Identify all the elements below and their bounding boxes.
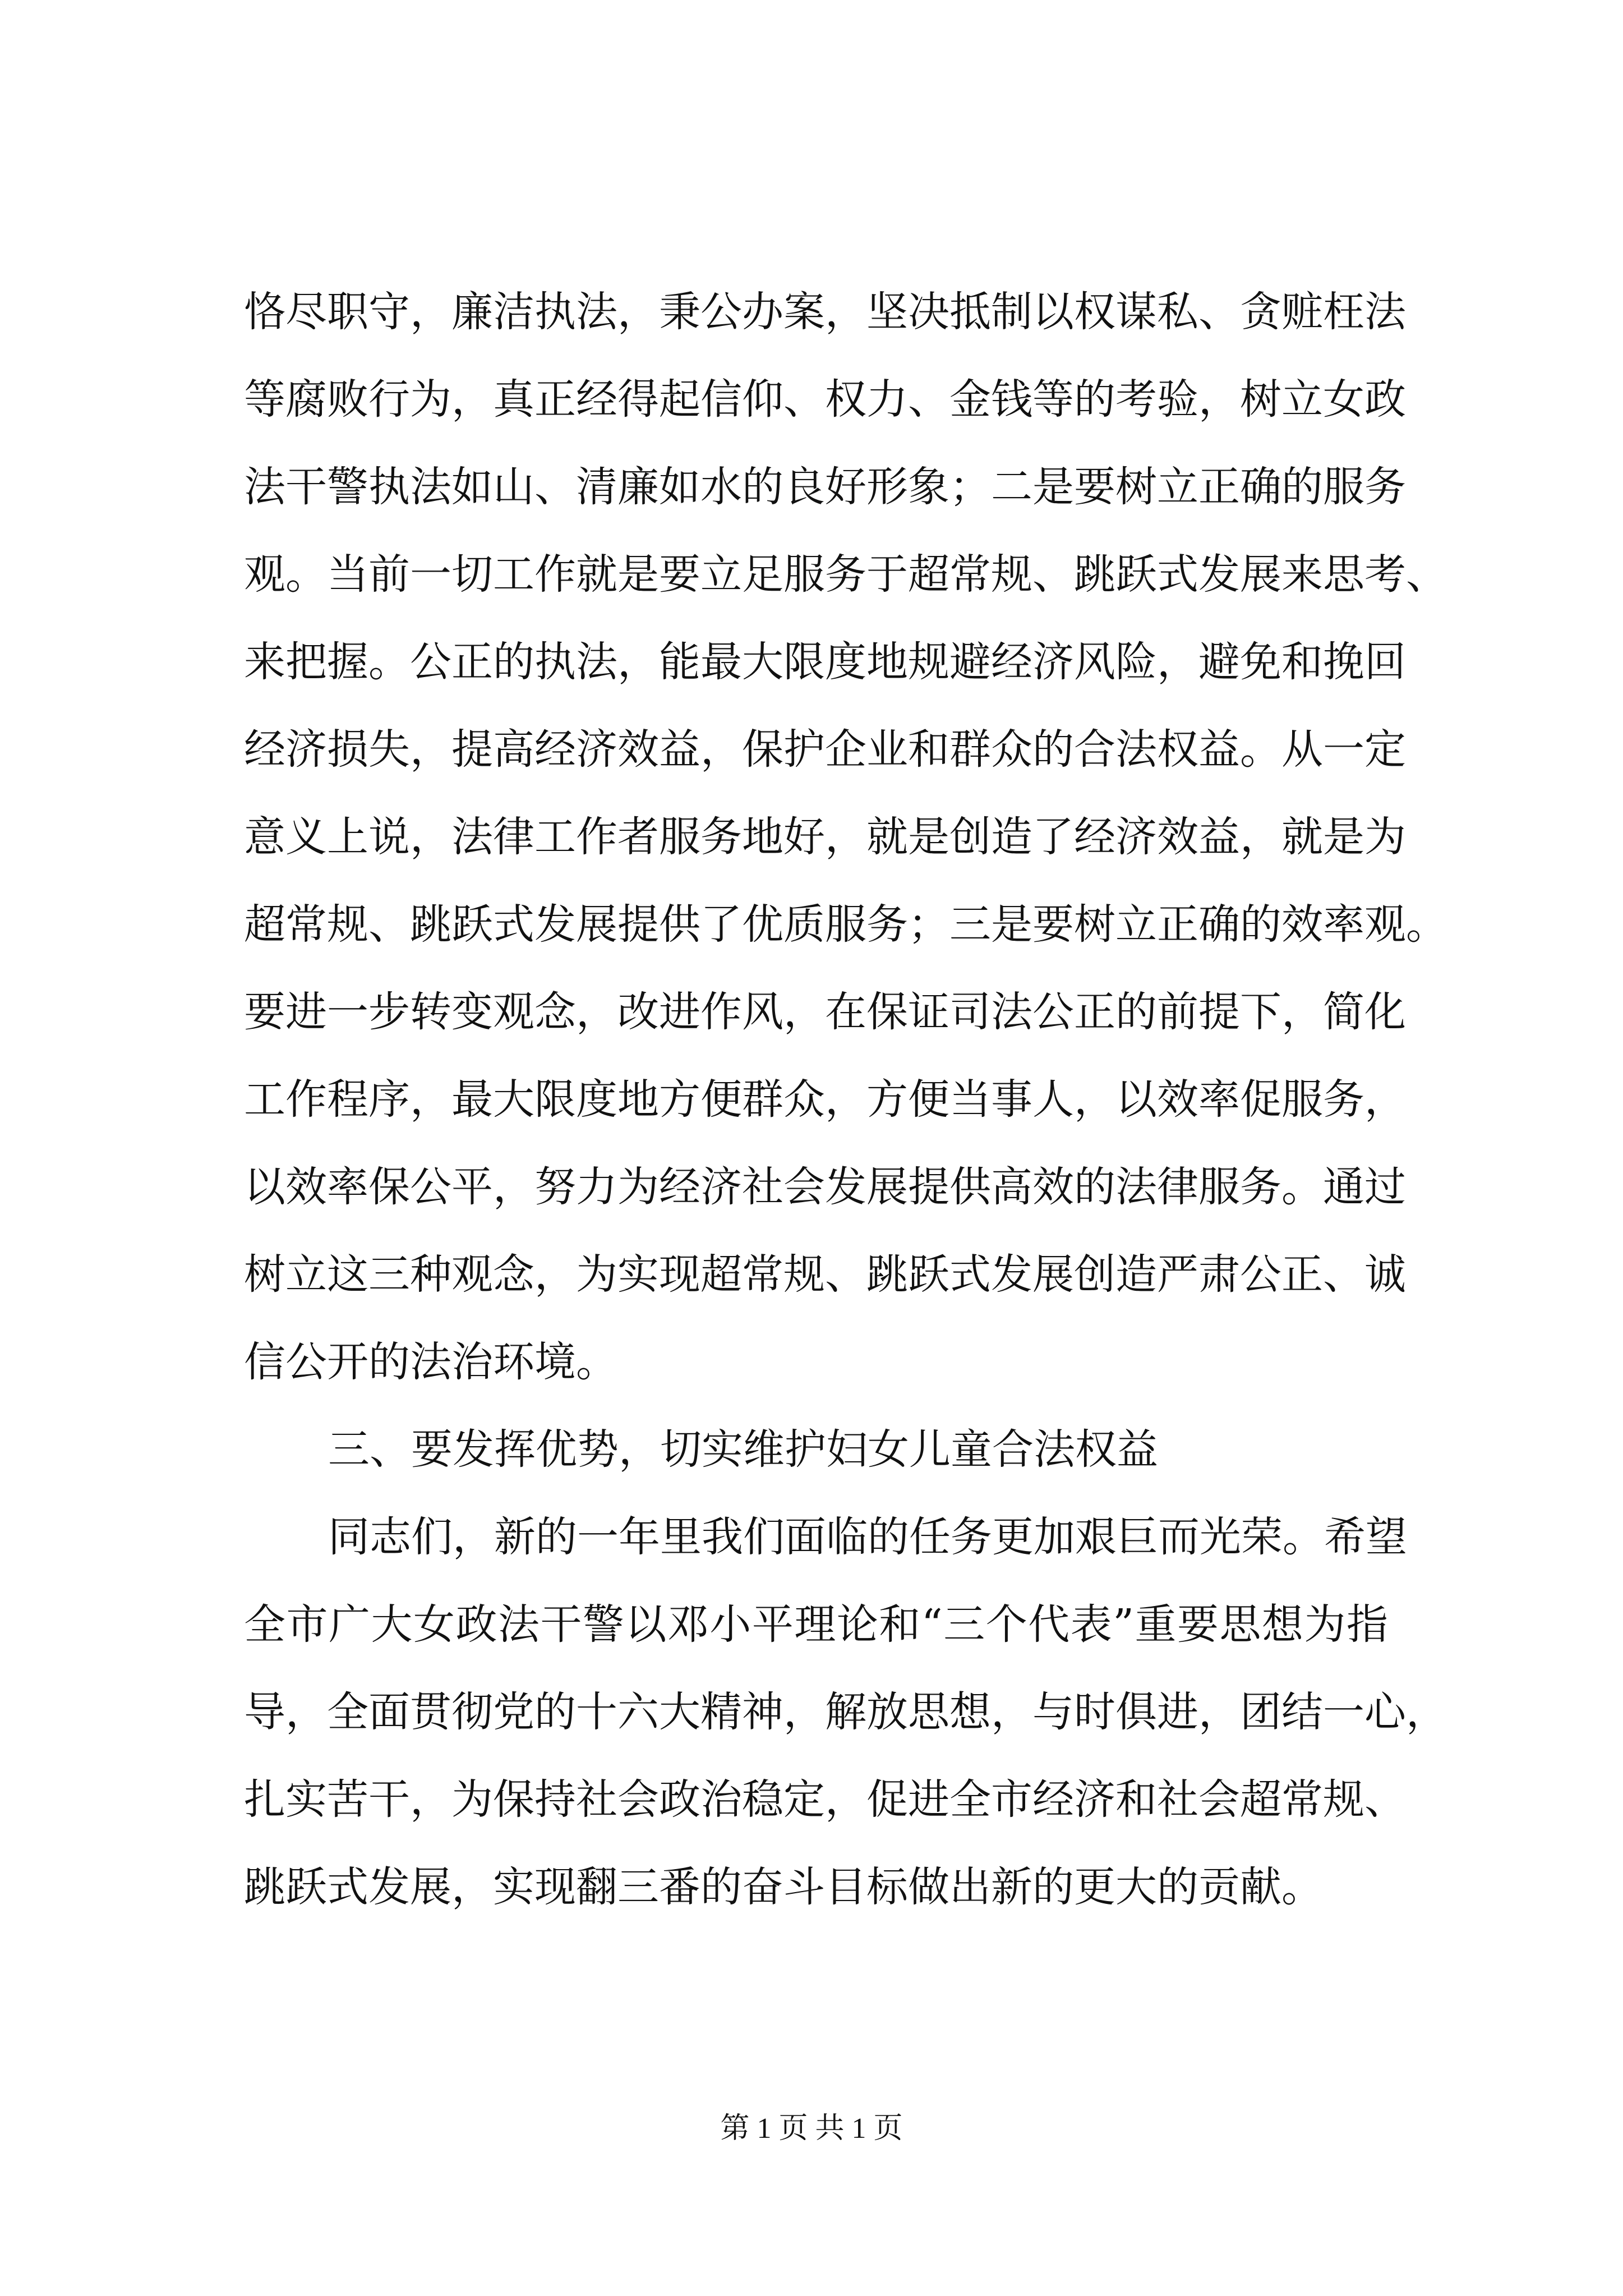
- page-footer: 第 1 页 共 1 页: [720, 2113, 903, 2145]
- text-line: 导，全面贯彻党的十六大精神，解放思想，与时俱进，团结一心，: [244, 1688, 1447, 1736]
- text-line: 工作程序，最大限度地方便群众，方便当事人，以效率促服务，: [244, 1075, 1406, 1124]
- text-line: 经济损失，提高经济效益，保护企业和群众的合法权益。从一定: [244, 725, 1406, 774]
- text-line: 等腐败行为，真正经得起信仰、权力、金钱等的考验，树立女政: [244, 375, 1406, 424]
- text-line: 要进一步转变观念，改进作风，在保证司法公正的前提下，简化: [244, 988, 1406, 1036]
- text-line: 观。当前一切工作就是要立足服务于超常规、跳跃式发展来思考、: [244, 550, 1447, 599]
- text-line: 全市广大女政法干警以邓小平理论和“三个代表”重要思想为指: [244, 1600, 1388, 1649]
- text-line: 树立这三种观念，为实现超常规、跳跃式发展创造严肃公正、诚: [244, 1250, 1406, 1299]
- text-line: 来把握。公正的执法，能最大限度地规避经济风险，避免和挽回: [244, 638, 1406, 686]
- text-line: 意义上说，法律工作者服务地好，就是创造了经济效益，就是为: [244, 813, 1406, 861]
- document-body: [244, 268, 1447, 1931]
- text-line: 同志们，新的一年里我们面临的任务更加艰巨而光荣。希望: [328, 1513, 1407, 1561]
- section-heading: 三、要发挥优势，切实维护妇女儿童合法权益: [328, 1425, 1158, 1474]
- text-line: 信公开的法治环境。: [244, 1338, 617, 1386]
- text-line: 扎实苦干，为保持社会政治稳定，促进全市经济和社会超常规、: [244, 1775, 1406, 1824]
- text-line: 跳跃式发展，实现翻三番的奋斗目标做出新的更大的贡献。: [244, 1863, 1323, 1911]
- text-line: 法干警执法如山、清廉如水的良好形象；二是要树立正确的服务: [244, 463, 1406, 511]
- text-line: 恪尽职守，廉洁执法，秉公办案，坚决抵制以权谋私、贪赃枉法: [244, 288, 1406, 336]
- text-line: 以效率保公平，努力为经济社会发展提供高效的法律服务。通过: [244, 1163, 1406, 1211]
- text-line: 超常规、跳跃式发展提供了优质服务；三是要树立正确的效率观。: [244, 900, 1447, 949]
